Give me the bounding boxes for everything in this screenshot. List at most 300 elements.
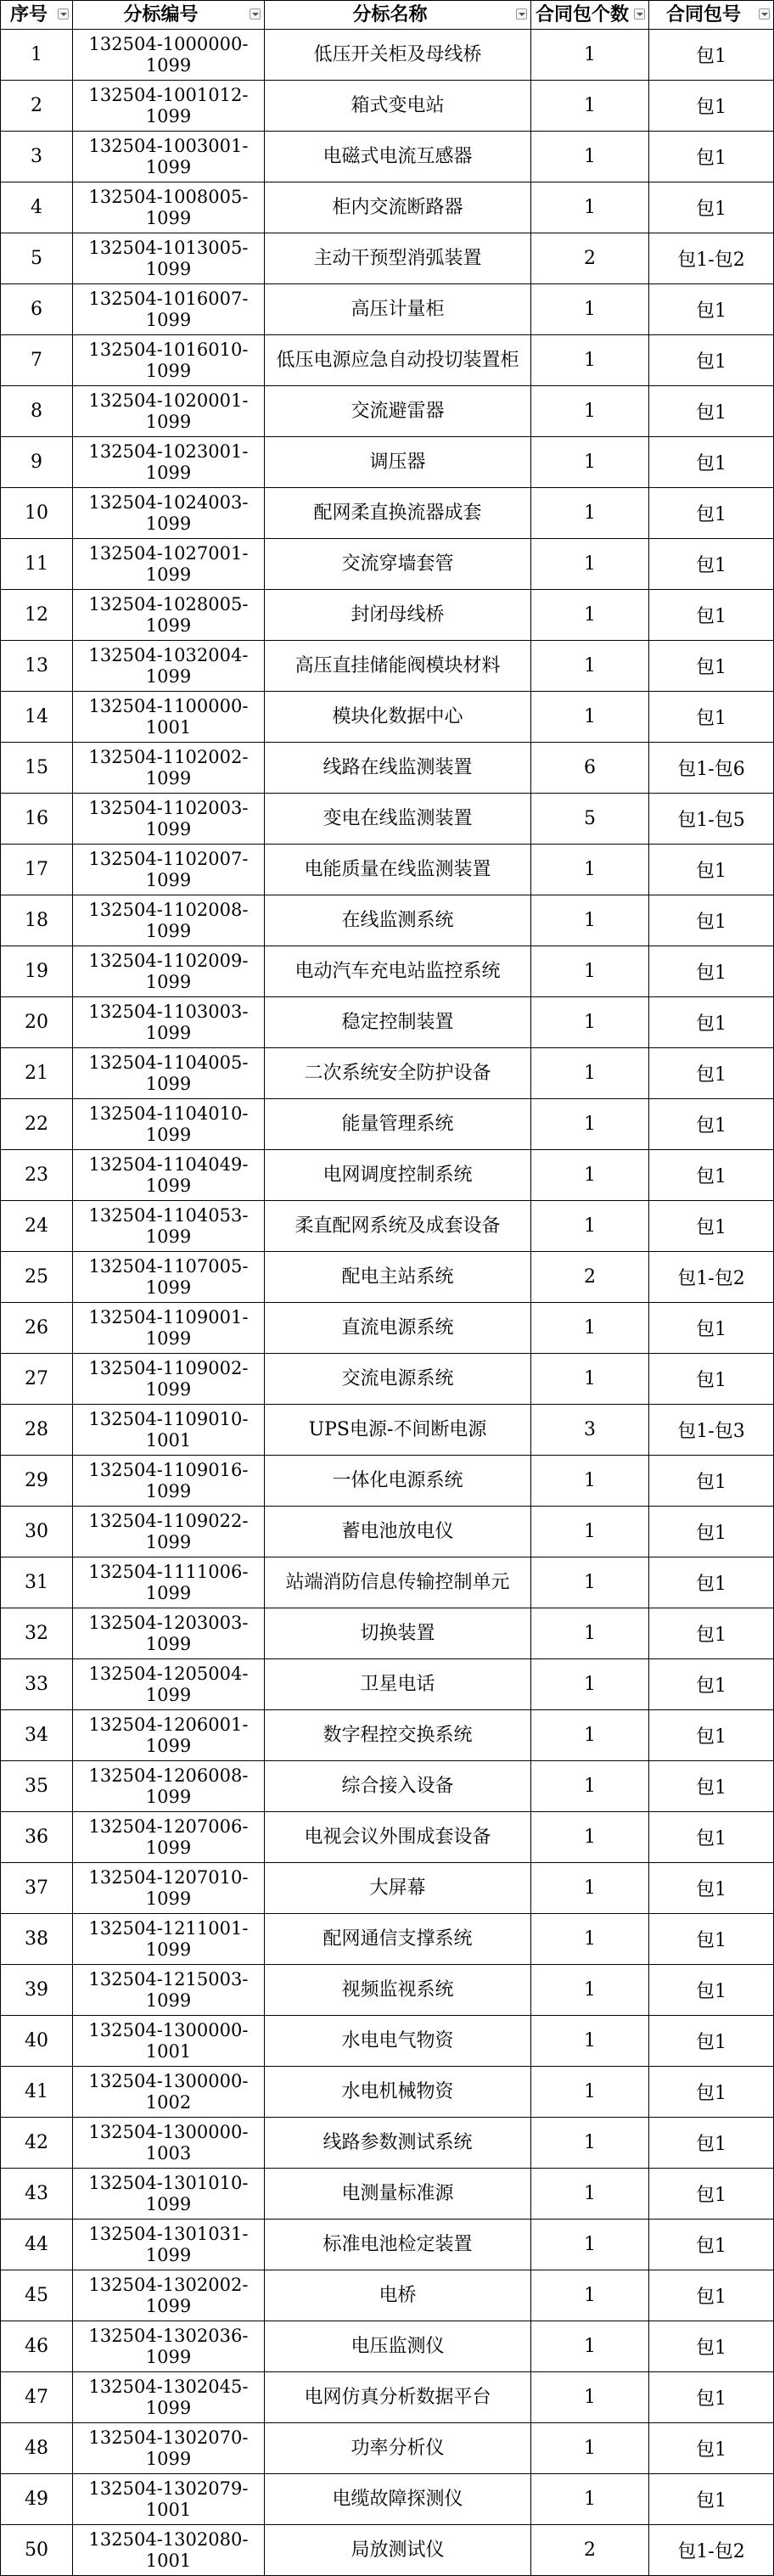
cell-name[interactable]: UPS电源-不间断电源 [265,1405,531,1456]
cell-package-count[interactable]: 2 [531,233,649,284]
cell-package-no[interactable]: 包1 [649,1965,774,2016]
table-row [1,1201,774,1252]
cell-seq[interactable]: 27 [1,1354,73,1405]
cell-seq[interactable]: 47 [1,2372,73,2423]
cell-package-count[interactable]: 1 [531,30,649,81]
cell-package-count[interactable]: 1 [531,1659,649,1710]
cell-package-no[interactable]: 包1 [649,997,774,1048]
cell-code[interactable]: 132504-1300000-1003 [73,2118,265,2169]
cell-name[interactable]: 蓄电池放电仪 [265,1507,531,1557]
cell-name[interactable]: 封闭母线桥 [265,590,531,641]
cell-seq[interactable]: 42 [1,2118,73,2169]
table-row [1,335,774,386]
cell-code[interactable]: 132504-1109016-1099 [73,1456,265,1507]
cell-package-no[interactable]: 包1 [649,946,774,997]
filter-dropdown-icon[interactable] [759,8,770,20]
cell-package-no[interactable]: 包1-包2 [649,1252,774,1303]
cell-package-count[interactable]: 1 [531,1150,649,1201]
cell-name[interactable]: 站端消防信息传输控制单元 [265,1557,531,1608]
cell-name[interactable]: 局放测试仪 [265,2525,531,2576]
table-row [1,2270,774,2321]
header-name: 分标名称 [265,1,531,30]
cell-name[interactable]: 一体化电源系统 [265,1456,531,1507]
cell-seq[interactable]: 37 [1,1863,73,1914]
table-row [1,1557,774,1608]
cell-seq[interactable]: 46 [1,2321,73,2372]
cell-name[interactable]: 电桥 [265,2270,531,2321]
cell-package-count[interactable]: 2 [531,2525,649,2576]
cell-code[interactable]: 132504-1302045-1099 [73,2372,265,2423]
cell-package-no[interactable]: 包1 [649,2118,774,2169]
table-row [1,2474,774,2525]
cell-package-count[interactable]: 1 [531,2270,649,2321]
table-row [1,1405,774,1456]
cell-code[interactable]: 132504-1104053-1099 [73,1201,265,1252]
cell-seq[interactable]: 17 [1,845,73,895]
cell-seq[interactable]: 12 [1,590,73,641]
cell-package-count[interactable]: 1 [531,1507,649,1557]
cell-seq[interactable]: 4 [1,182,73,233]
cell-seq[interactable]: 3 [1,132,73,182]
header-package-no: 合同包号 [649,1,774,30]
cell-package-no[interactable]: 包1 [649,1201,774,1252]
table-row [1,1761,774,1812]
cell-code[interactable]: 132504-1206001-1099 [73,1710,265,1761]
cell-seq[interactable]: 18 [1,895,73,946]
cell-name[interactable]: 电网调度控制系统 [265,1150,531,1201]
cell-package-no[interactable]: 包1 [649,2423,774,2474]
cell-package-no[interactable]: 包1 [649,1914,774,1965]
cell-seq[interactable]: 34 [1,1710,73,1761]
cell-package-count[interactable]: 1 [531,845,649,895]
cell-code[interactable]: 132504-1103003-1099 [73,997,265,1048]
cell-code[interactable]: 132504-1102007-1099 [73,845,265,895]
cell-package-count[interactable]: 1 [531,1201,649,1252]
cell-package-count[interactable]: 2 [531,1252,649,1303]
header-package-count: 合同包个数 [531,1,649,30]
table-row [1,997,774,1048]
table-row [1,845,774,895]
cell-code[interactable]: 132504-1205004-1099 [73,1659,265,1710]
cell-package-count[interactable]: 1 [531,284,649,335]
cell-seq[interactable]: 50 [1,2525,73,2576]
cell-package-no[interactable]: 包1-包2 [649,233,774,284]
table-row [1,2525,774,2576]
cell-code[interactable]: 132504-1302079-1001 [73,2474,265,2525]
cell-seq[interactable]: 43 [1,2169,73,2220]
cell-package-count[interactable]: 1 [531,335,649,386]
cell-package-no[interactable]: 包1 [649,2474,774,2525]
cell-code[interactable]: 132504-1302036-1099 [73,2321,265,2372]
cell-package-count[interactable]: 5 [531,794,649,845]
cell-package-count[interactable]: 1 [531,2321,649,2372]
table-row [1,182,774,233]
cell-seq[interactable]: 49 [1,2474,73,2525]
cell-package-no[interactable]: 包1 [649,1507,774,1557]
cell-package-count[interactable]: 1 [531,1608,649,1659]
cell-package-no[interactable]: 包1 [649,437,774,488]
cell-package-no[interactable]: 包1 [649,335,774,386]
cell-package-no[interactable]: 包1 [649,1761,774,1812]
cell-seq[interactable]: 15 [1,743,73,794]
cell-code[interactable]: 132504-1301031-1099 [73,2220,265,2270]
table-row [1,1099,774,1150]
cell-code[interactable]: 132504-1206008-1099 [73,1761,265,1812]
cell-package-no[interactable]: 包1-包3 [649,1405,774,1456]
cell-seq[interactable]: 9 [1,437,73,488]
cell-package-no[interactable]: 包1 [649,692,774,743]
cell-package-count[interactable]: 1 [531,2067,649,2118]
filter-dropdown-icon[interactable] [516,8,527,20]
cell-name[interactable]: 交流电源系统 [265,1354,531,1405]
cell-code[interactable]: 132504-1301010-1099 [73,2169,265,2220]
cell-name[interactable]: 调压器 [265,437,531,488]
cell-code[interactable]: 132504-1102008-1099 [73,895,265,946]
cell-package-count[interactable]: 1 [531,1761,649,1812]
cell-name[interactable]: 水电机械物资 [265,2067,531,2118]
cell-seq[interactable]: 33 [1,1659,73,1710]
cell-package-count[interactable]: 1 [531,2423,649,2474]
cell-package-count[interactable]: 1 [531,1812,649,1863]
cell-seq[interactable]: 31 [1,1557,73,1608]
cell-name[interactable]: 标准电池检定装置 [265,2220,531,2270]
table-row [1,1507,774,1557]
cell-package-count[interactable]: 3 [531,1405,649,1456]
cell-seq[interactable]: 19 [1,946,73,997]
cell-package-count[interactable]: 1 [531,997,649,1048]
cell-code[interactable]: 132504-1109002-1099 [73,1354,265,1405]
cell-seq[interactable]: 20 [1,997,73,1048]
cell-name[interactable]: 柜内交流断路器 [265,182,531,233]
cell-code[interactable]: 132504-1207010-1099 [73,1863,265,1914]
cell-name[interactable]: 水电电气物资 [265,2016,531,2067]
cell-name[interactable]: 模块化数据中心 [265,692,531,743]
cell-seq[interactable]: 21 [1,1048,73,1099]
filter-dropdown-icon[interactable] [634,8,645,20]
cell-code[interactable]: 132504-1102002-1099 [73,743,265,794]
cell-name[interactable]: 卫星电话 [265,1659,531,1710]
table-row [1,895,774,946]
cell-name[interactable]: 功率分析仪 [265,2423,531,2474]
cell-code[interactable]: 132504-1102009-1099 [73,946,265,997]
cell-package-count[interactable]: 1 [531,1863,649,1914]
cell-name[interactable]: 电测量标准源 [265,2169,531,2220]
cell-seq[interactable]: 41 [1,2067,73,2118]
table-row [1,2016,774,2067]
cell-seq[interactable]: 7 [1,335,73,386]
table-row [1,1659,774,1710]
table-row [1,1608,774,1659]
cell-name[interactable]: 箱式变电站 [265,81,531,132]
table-row [1,1863,774,1914]
cell-code[interactable]: 132504-1203003-1099 [73,1608,265,1659]
cell-seq[interactable]: 36 [1,1812,73,1863]
cell-package-count[interactable]: 1 [531,2118,649,2169]
cell-package-count[interactable]: 1 [531,895,649,946]
cell-package-count[interactable]: 1 [531,386,649,437]
cell-package-no[interactable]: 包1 [649,2372,774,2423]
cell-code[interactable]: 132504-1024003-1099 [73,488,265,539]
cell-package-no[interactable]: 包1 [649,2270,774,2321]
cell-name[interactable]: 交流避雷器 [265,386,531,437]
cell-package-no[interactable]: 包1 [649,182,774,233]
table-row [1,1150,774,1201]
cell-package-count[interactable]: 1 [531,2474,649,2525]
cell-name[interactable]: 低压开关柜及母线桥 [265,30,531,81]
cell-code[interactable]: 132504-1000000-1099 [73,30,265,81]
cell-seq[interactable]: 23 [1,1150,73,1201]
cell-seq[interactable]: 13 [1,641,73,692]
cell-package-no[interactable]: 包1 [649,1659,774,1710]
cell-name[interactable]: 切换装置 [265,1608,531,1659]
cell-name[interactable]: 电磁式电流互感器 [265,132,531,182]
cell-code[interactable]: 132504-1300000-1002 [73,2067,265,2118]
cell-package-no[interactable]: 包1 [649,2067,774,2118]
cell-name[interactable]: 直流电源系统 [265,1303,531,1354]
cell-code[interactable]: 132504-1109001-1099 [73,1303,265,1354]
table-row [1,2321,774,2372]
cell-code[interactable]: 132504-1302080-1001 [73,2525,265,2576]
cell-package-count[interactable]: 1 [531,1456,649,1507]
cell-name[interactable]: 能量管理系统 [265,1099,531,1150]
table-row [1,386,774,437]
cell-code[interactable]: 132504-1104005-1099 [73,1048,265,1099]
cell-seq[interactable]: 8 [1,386,73,437]
cell-code[interactable]: 132504-1016010-1099 [73,335,265,386]
table-row [1,1354,774,1405]
cell-code[interactable]: 132504-1111006-1099 [73,1557,265,1608]
cell-code[interactable]: 132504-1032004-1099 [73,641,265,692]
cell-seq[interactable]: 44 [1,2220,73,2270]
cell-seq[interactable]: 10 [1,488,73,539]
cell-package-count[interactable]: 1 [531,590,649,641]
table-row [1,1303,774,1354]
table-row [1,743,774,794]
cell-package-no[interactable]: 包1 [649,590,774,641]
cell-package-count[interactable]: 1 [531,539,649,590]
table-row [1,1252,774,1303]
cell-package-no[interactable]: 包1 [649,284,774,335]
cell-name[interactable]: 变电在线监测装置 [265,794,531,845]
cell-package-count[interactable]: 1 [531,488,649,539]
cell-package-count[interactable]: 1 [531,1048,649,1099]
cell-name[interactable]: 视频监视系统 [265,1965,531,2016]
cell-package-no[interactable]: 包1 [649,2220,774,2270]
cell-seq[interactable]: 39 [1,1965,73,2016]
table-row [1,946,774,997]
cell-package-no[interactable]: 包1 [649,488,774,539]
cell-package-no[interactable]: 包1 [649,2321,774,2372]
cell-package-no[interactable]: 包1 [649,641,774,692]
table-row [1,233,774,284]
cell-package-count[interactable]: 1 [531,1965,649,2016]
cell-seq[interactable]: 32 [1,1608,73,1659]
cell-seq[interactable]: 28 [1,1405,73,1456]
cell-package-no[interactable]: 包1 [649,2169,774,2220]
table-row [1,2372,774,2423]
cell-name[interactable]: 稳定控制装置 [265,997,531,1048]
table-row [1,30,774,81]
cell-seq[interactable]: 26 [1,1303,73,1354]
cell-code[interactable]: 132504-1107005-1099 [73,1252,265,1303]
cell-seq[interactable]: 29 [1,1456,73,1507]
cell-package-no[interactable]: 包1 [649,1354,774,1405]
table-row [1,2423,774,2474]
cell-package-no[interactable]: 包1 [649,1608,774,1659]
table-row [1,794,774,845]
cell-seq[interactable]: 35 [1,1761,73,1812]
cell-name[interactable]: 交流穿墙套管 [265,539,531,590]
table-row [1,132,774,182]
cell-seq[interactable]: 6 [1,284,73,335]
cell-package-count[interactable]: 1 [531,1557,649,1608]
cell-seq[interactable]: 5 [1,233,73,284]
cell-seq[interactable]: 24 [1,1201,73,1252]
cell-package-no[interactable]: 包1-包5 [649,794,774,845]
cell-package-count[interactable]: 1 [531,132,649,182]
cell-code[interactable]: 132504-1302002-1099 [73,2270,265,2321]
cell-name[interactable]: 电动汽车充电站监控系统 [265,946,531,997]
cell-package-no[interactable]: 包1 [649,1303,774,1354]
cell-code[interactable]: 132504-1001012-1099 [73,81,265,132]
cell-code[interactable]: 132504-1008005-1099 [73,182,265,233]
cell-package-count[interactable]: 1 [531,437,649,488]
cell-name[interactable]: 线路参数测试系统 [265,2118,531,2169]
table-row [1,1048,774,1099]
cell-name[interactable]: 配网通信支撑系统 [265,1914,531,1965]
cell-name[interactable]: 线路在线监测装置 [265,743,531,794]
cell-package-no[interactable]: 包1 [649,845,774,895]
cell-package-no[interactable]: 包1 [649,1710,774,1761]
cell-code[interactable]: 132504-1109022-1099 [73,1507,265,1557]
cell-package-count[interactable]: 1 [531,2372,649,2423]
cell-package-count[interactable]: 1 [531,2016,649,2067]
cell-package-no[interactable]: 包1 [649,1863,774,1914]
cell-package-count[interactable]: 1 [531,641,649,692]
cell-package-no[interactable]: 包1 [649,1099,774,1150]
cell-package-no[interactable]: 包1-包6 [649,743,774,794]
cell-seq[interactable]: 14 [1,692,73,743]
cell-name[interactable]: 柔直配网系统及成套设备 [265,1201,531,1252]
cell-name[interactable]: 高压计量柜 [265,284,531,335]
cell-package-count[interactable]: 6 [531,743,649,794]
cell-code[interactable]: 132504-1100000-1001 [73,692,265,743]
cell-name[interactable]: 配网柔直换流器成套 [265,488,531,539]
cell-code[interactable]: 132504-1016007-1099 [73,284,265,335]
cell-package-count[interactable]: 1 [531,81,649,132]
cell-code[interactable]: 132504-1302070-1099 [73,2423,265,2474]
cell-package-no[interactable]: 包1 [649,1557,774,1608]
cell-package-no[interactable]: 包1 [649,2016,774,2067]
cell-package-count[interactable]: 1 [531,2169,649,2220]
cell-name[interactable]: 电能质量在线监测装置 [265,845,531,895]
filter-dropdown-icon[interactable] [58,8,69,20]
cell-seq[interactable]: 22 [1,1099,73,1150]
cell-code[interactable]: 132504-1020001-1099 [73,386,265,437]
cell-package-no[interactable]: 包1 [649,1048,774,1099]
cell-name[interactable]: 电视会议外围成套设备 [265,1812,531,1863]
cell-code[interactable]: 132504-1109010-1001 [73,1405,265,1456]
cell-package-count[interactable]: 1 [531,1354,649,1405]
cell-name[interactable]: 在线监测系统 [265,895,531,946]
cell-package-no[interactable]: 包1-包2 [649,2525,774,2576]
cell-code[interactable]: 132504-1104010-1099 [73,1099,265,1150]
cell-seq[interactable]: 25 [1,1252,73,1303]
cell-code[interactable]: 132504-1027001-1099 [73,539,265,590]
cell-package-no[interactable]: 包1 [649,539,774,590]
cell-seq[interactable]: 2 [1,81,73,132]
header-code: 分标编号 [73,1,265,30]
cell-seq[interactable]: 40 [1,2016,73,2067]
cell-package-no[interactable]: 包1 [649,895,774,946]
cell-name[interactable]: 主动干预型消弧装置 [265,233,531,284]
cell-package-no[interactable]: 包1 [649,1812,774,1863]
cell-seq[interactable]: 30 [1,1507,73,1557]
cell-name[interactable]: 电压监测仪 [265,2321,531,2372]
cell-seq[interactable]: 16 [1,794,73,845]
cell-package-no[interactable]: 包1 [649,81,774,132]
cell-package-no[interactable]: 包1 [649,30,774,81]
cell-code[interactable]: 132504-1102003-1099 [73,794,265,845]
cell-package-count[interactable]: 1 [531,1099,649,1150]
cell-seq[interactable]: 1 [1,30,73,81]
table-row [1,284,774,335]
cell-package-no[interactable]: 包1 [649,1456,774,1507]
cell-name[interactable]: 配电主站系统 [265,1252,531,1303]
cell-package-count[interactable]: 1 [531,692,649,743]
cell-package-count[interactable]: 1 [531,1914,649,1965]
cell-name[interactable]: 综合接入设备 [265,1761,531,1812]
cell-name[interactable]: 电缆故障探测仪 [265,2474,531,2525]
cell-code[interactable]: 132504-1003001-1099 [73,132,265,182]
cell-code[interactable]: 132504-1207006-1099 [73,1812,265,1863]
cell-seq[interactable]: 48 [1,2423,73,2474]
cell-name[interactable]: 高压直挂储能阀模块材料 [265,641,531,692]
table-row [1,2220,774,2270]
cell-package-count[interactable]: 1 [531,2220,649,2270]
cell-seq[interactable]: 11 [1,539,73,590]
cell-name[interactable]: 二次系统安全防护设备 [265,1048,531,1099]
cell-code[interactable]: 132504-1104049-1099 [73,1150,265,1201]
cell-code[interactable]: 132504-1023001-1099 [73,437,265,488]
cell-package-count[interactable]: 1 [531,1710,649,1761]
cell-package-count[interactable]: 1 [531,946,649,997]
cell-name[interactable]: 大屏幕 [265,1863,531,1914]
cell-seq[interactable]: 38 [1,1914,73,1965]
cell-code[interactable]: 132504-1211001-1099 [73,1914,265,1965]
table-row [1,1914,774,1965]
table-row [1,488,774,539]
cell-code[interactable]: 132504-1028005-1099 [73,590,265,641]
cell-code[interactable]: 132504-1013005-1099 [73,233,265,284]
cell-name[interactable]: 低压电源应急自动投切装置柜 [265,335,531,386]
table-row [1,437,774,488]
cell-name[interactable]: 电网仿真分析数据平台 [265,2372,531,2423]
cell-package-no[interactable]: 包1 [649,132,774,182]
table-row [1,1710,774,1761]
cell-package-no[interactable]: 包1 [649,1150,774,1201]
cell-package-no[interactable]: 包1 [649,386,774,437]
filter-dropdown-icon[interactable] [250,8,261,20]
cell-name[interactable]: 数字程控交换系统 [265,1710,531,1761]
table-row [1,2118,774,2169]
header-row [1,1,774,30]
cell-code[interactable]: 132504-1215003-1099 [73,1965,265,2016]
cell-package-count[interactable]: 1 [531,182,649,233]
cell-code[interactable]: 132504-1300000-1001 [73,2016,265,2067]
cell-seq[interactable]: 45 [1,2270,73,2321]
cell-package-count[interactable]: 1 [531,1303,649,1354]
